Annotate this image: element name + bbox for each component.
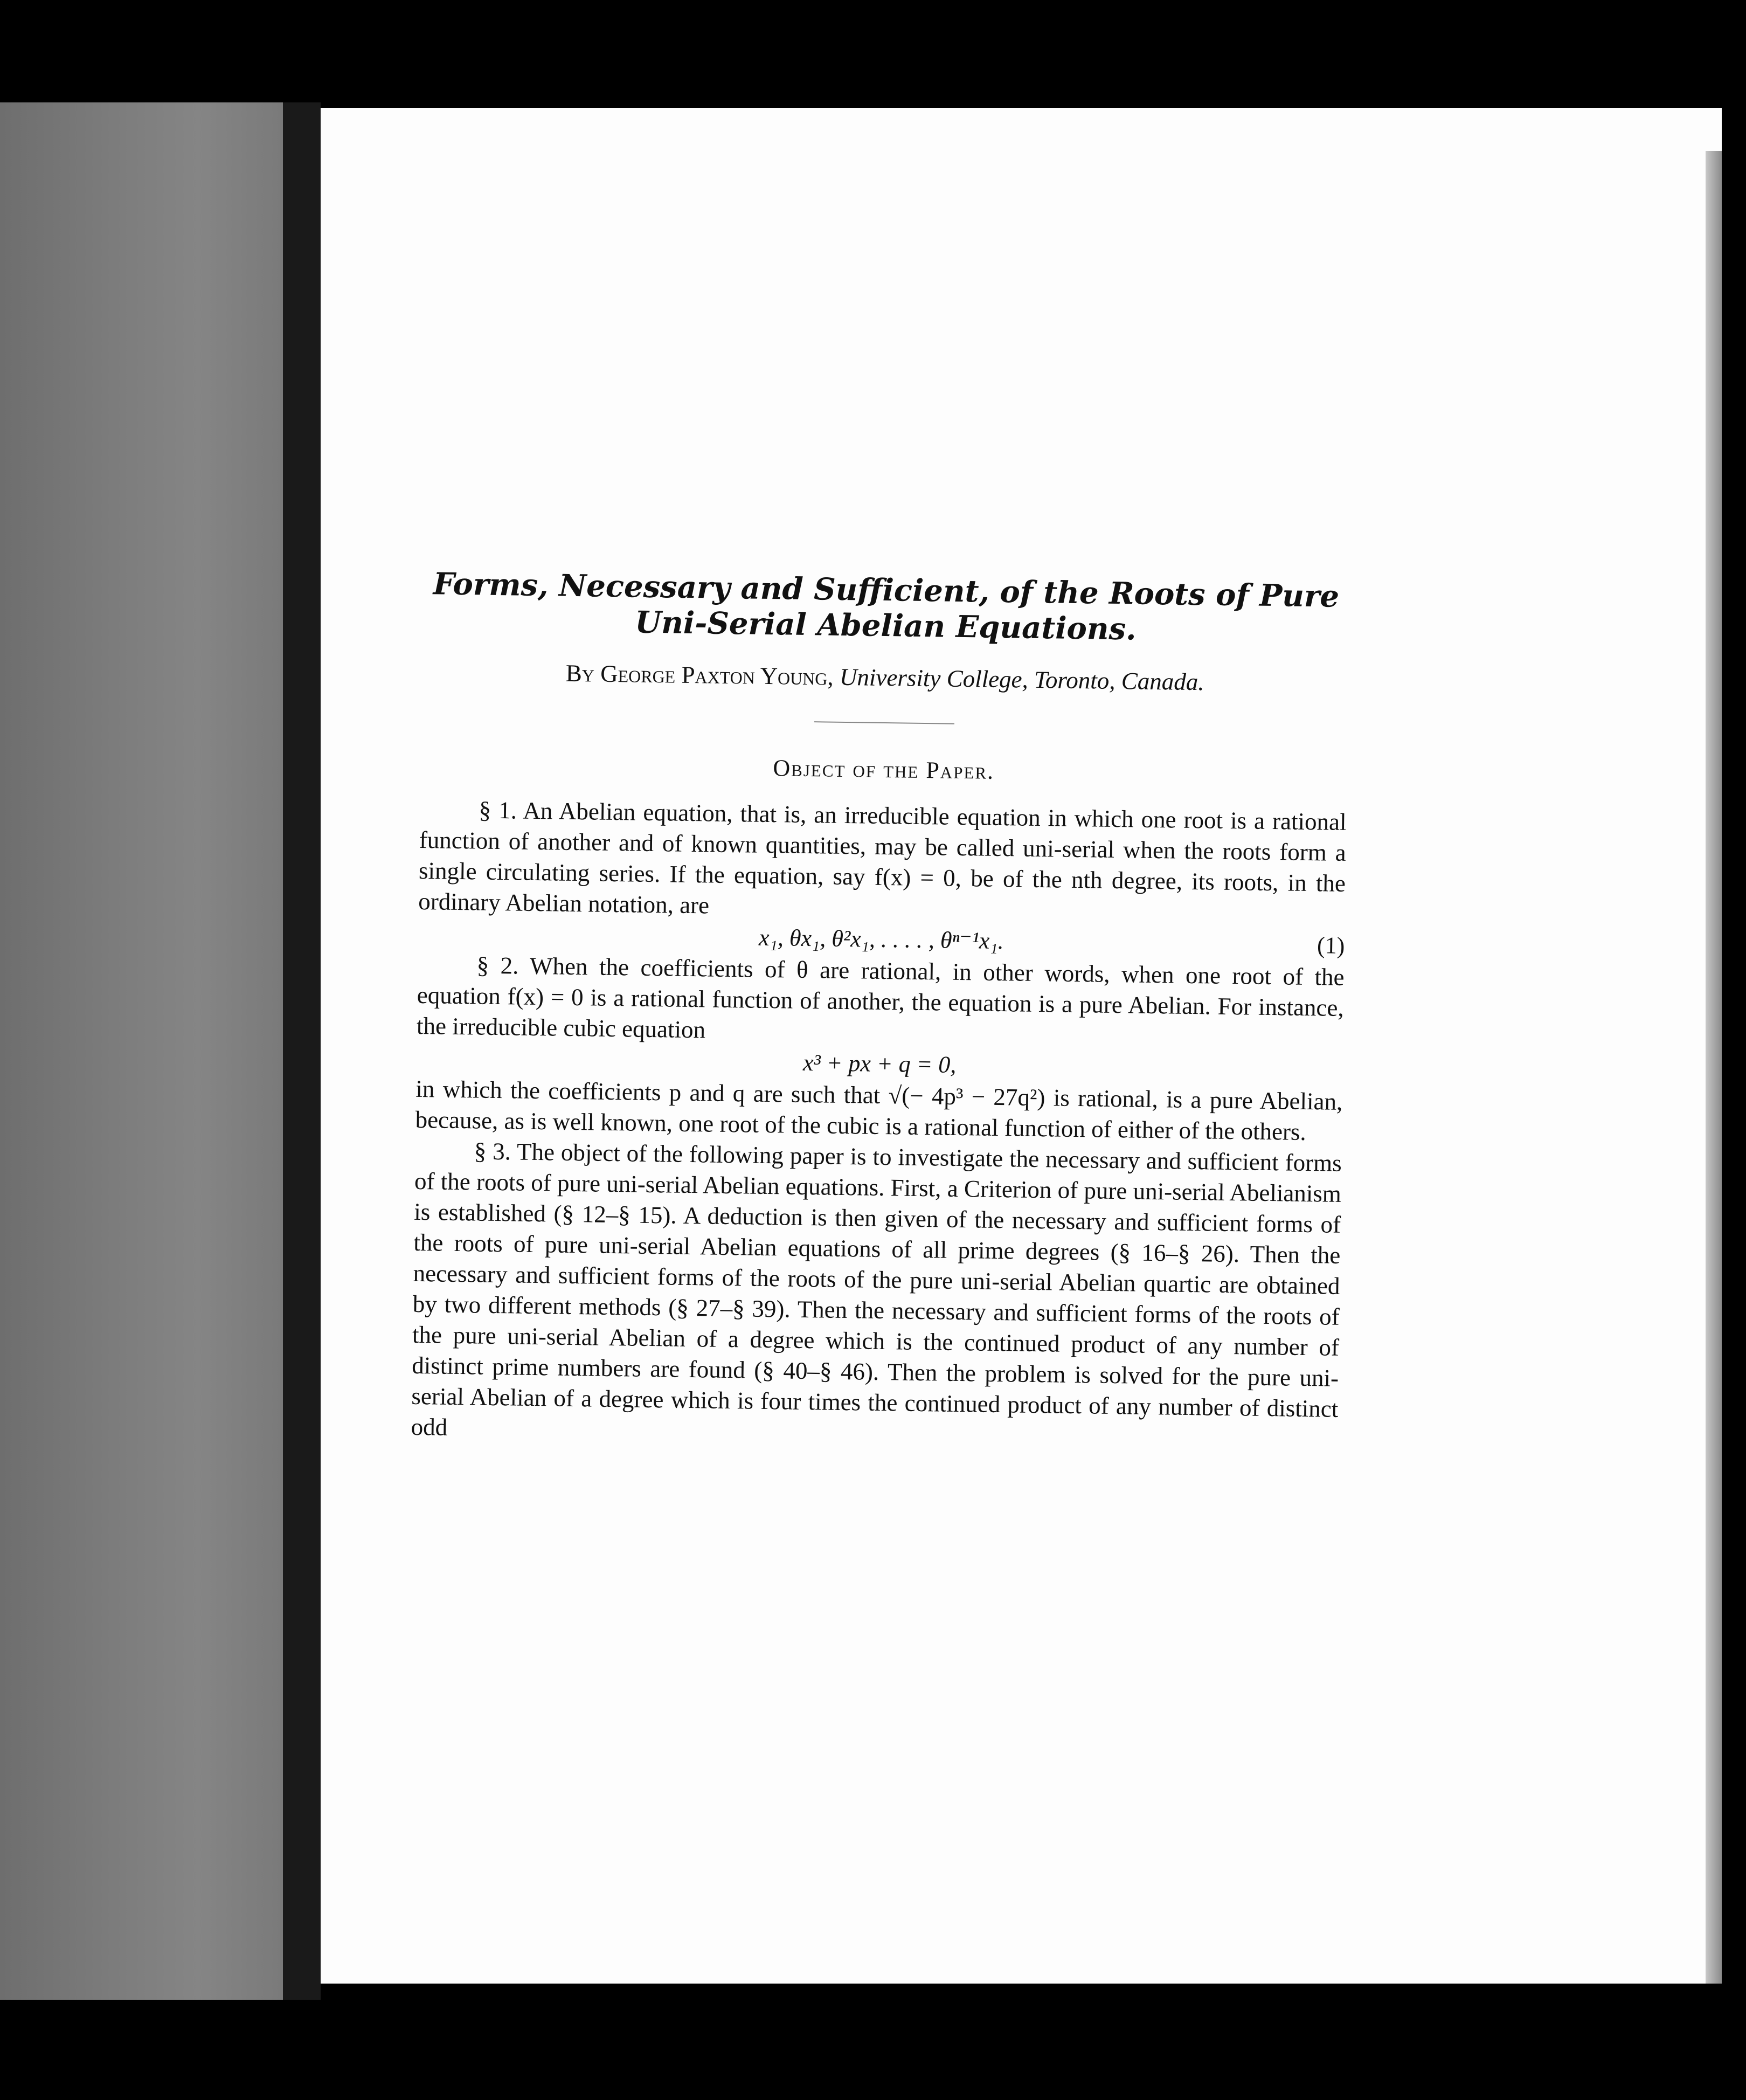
- page: [321, 108, 1722, 1984]
- paragraph-2-continued: in which the coefficients p and q are such that √(− 4p³ − 27q²) is rational, is a pure Abelian, because, as is well known, one root of the cubic is a rational function of either of the others.: [415, 1075, 1343, 1145]
- author-affiliation: University College, Toronto, Canada.: [839, 663, 1204, 696]
- equation-1-number: (1): [1317, 932, 1345, 959]
- paper-title: Forms, Necessary and Sufficient, of the Roots of Pure Uni-Serial Abelian Equations.: [433, 566, 1340, 647]
- equation-1-body: x₁, θx₁, θ²x₁, . . . . , θⁿ⁻¹x₁.: [758, 924, 1004, 955]
- title-rule: [814, 721, 954, 724]
- book-cover-left: [0, 102, 283, 2000]
- author-name: George Paxton Young,: [600, 660, 834, 690]
- book-gutter: [283, 102, 321, 2000]
- byline: [421, 655, 1349, 700]
- section-heading: Object of the Paper.: [773, 755, 995, 784]
- byline-by: By: [565, 659, 595, 687]
- paragraph-1: § 1. An Abelian equation, that is, an irreducible equation in which one root is a rational function of another and of known quantities, may be called uni-serial when the roots form a single circulating series. If the equation, say f(x) = 0, be of the nth degree, its roots, in the ordinary Abelian notation, are: [418, 796, 1347, 919]
- page-content: [411, 566, 1350, 1455]
- page-edge: [1706, 151, 1722, 1984]
- paragraph-2: § 2. When the coefficients of θ are rational, in other words, when one root of the equation f(x) = 0 is a rational function of another, the equation is a pure Abelian. For instance, the irreducible cubic equation: [416, 951, 1345, 1044]
- equation-2-body: x³ + px + q = 0,: [802, 1049, 957, 1078]
- paragraph-3: § 3. The object of the following paper is to investigate the necessary and sufficient forms of the roots of pure uni-serial Abelian equations. First, a Criterion of pure uni-serial Abelianism is established (§ 12–§ 15). A deduction is then given of the necessary and sufficient forms of the roots of pure uni-serial Abelian equations of all prime degrees (§ 16–§ 26). Then the necessary and sufficient forms of the roots of the pure uni-serial Abelian quartic are obtained by two different methods (§ 27–§ 39). Then the necessary and sufficient forms of the roots of the pure uni-serial Abelian of a degree which is the continued product of any number of distinct prime numbers are found (§ 40–§ 46). Then the problem is solved for the pure uni-serial Abelian of a degree which is four times the continued product of any number of distinct odd: [411, 1137, 1342, 1441]
